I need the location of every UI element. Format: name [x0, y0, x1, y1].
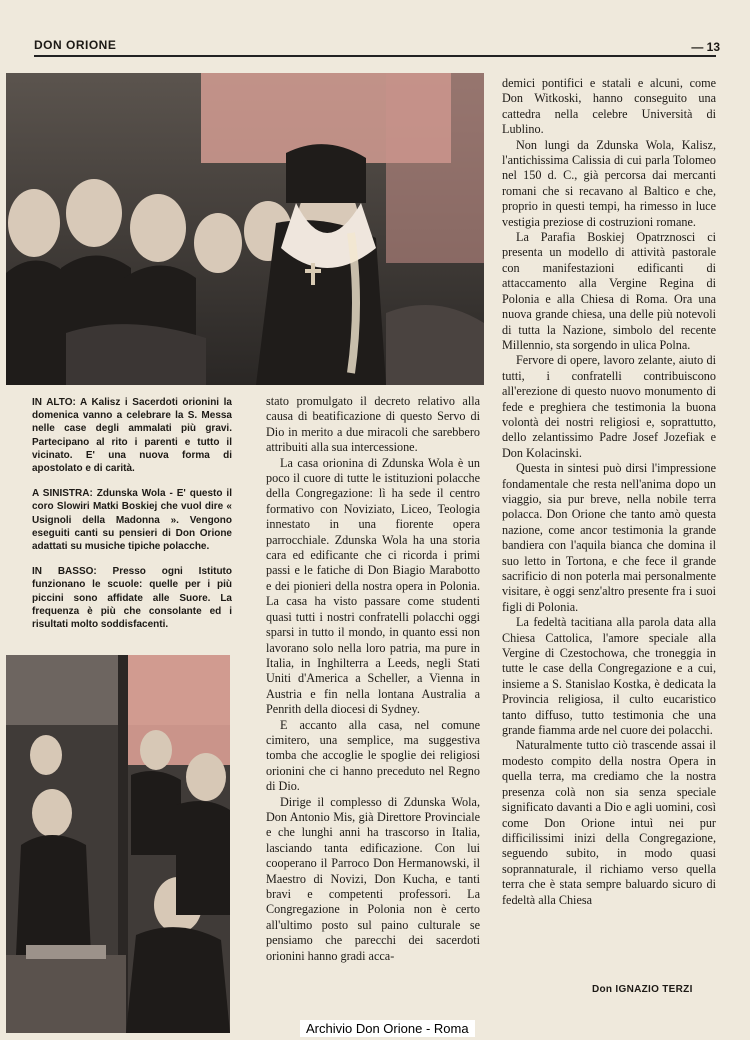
photo-school-children-image [6, 655, 230, 1033]
paragraph: Questa in sintesi può dirsi l'impressione fondamentale che resta nell'anima dopo un viaggio, sia pur breve, nella nobile terra polacca. Don Orione che tanto amò questa nazione, come ancor testimonia la grande bandiera con l'aquila bianca che domina il suo letto in Tortona, e che fece il grande sacrificio di non poterla mai personalmente visitare, è oggi senz'altro presente fra i suoi figli di Polonia. [502, 461, 716, 614]
caption-bottom: IN BASSO: Presso ogni Istituto funzionano le scuole: quelle per i più piccini sono affidate alle Suore. La frequenza è più che consolante ed i risultati molto soddisfacenti. [32, 566, 232, 631]
paragraph: La Parafia Boskiej Opatrznosci ci presenta un modello di attività pastorale con manifestazioni edificanti di attaccamento alla Vergine Regina di Polonia e alla Chiesa di Roma. Ora una nuova grande chiesa, una delle più notevoli di tutta la Nazione, simbolo del recente Millennio, sta sorgendo in ulica Polna. [502, 230, 716, 352]
photo-school-children [6, 655, 230, 1033]
caption-top: IN ALTO: A Kalisz i Sacerdoti orionini la domenica vanno a celebrare la S. Messa nelle case degli ammalati più gravi. Partecipano al rito i parenti e tutto il vicinato. E' una nuova forma di apostolato e di carità. [32, 397, 232, 475]
caption-left: A SINISTRA: Zdunska Wola - E' questo il coro Slowiri Matki Boskiej che vuol dire « Usignoli della Madonna ». Vengono eseguiti canti su pensieri di Don Orione adattati su musiche tipiche polacche. [32, 488, 232, 553]
archive-footer: Archivio Don Orione - Roma [300, 1020, 475, 1037]
photo-mass-in-home [6, 73, 484, 385]
paragraph: La casa orionina di Zdunska Wola è un poco il cuore di tutte le istituzioni polacche della Congregazione: lì ha sede il centro formativo con Noviziato, Liceo, Teologia innestato in una fiorente opera parrocchiale. Zdunska Wola ha una storia cara ed edificante che ci ricorda i primi passi e le fatiche di Don Biagio Marabotto e dei pionieri della nostra opera in Polonia. La casa ha visto passare come studenti quasi tutti i nostri confratelli polacchi oggi sparsi in tutto il mondo, in quanto essi non lavorano solo nella loro patria, ma pure in Italia, in Inghilterra a Leeds, negli Stati Uniti d'America a Scheller, a Vienna in Austria e fin nella lontana Australia a Penrith della diocesi di Sydney. [266, 455, 480, 717]
photo-mass-in-home-image [6, 73, 484, 385]
header-rule [34, 55, 716, 57]
photo-captions [32, 396, 232, 643]
article-column-middle [266, 394, 480, 964]
page-number: — 13 [691, 40, 720, 54]
paragraph: Non lungi da Zdunska Wola, Kalisz, l'antichissima Calissia di cui parla Tolomeo nel 150 d. C., già percorsa dai mercanti romani che si recavano al Baltico e che, proprio in questi tempi, ha rimesso in luce vestigia preziose di costruzioni romane. [502, 137, 716, 229]
paragraph: Fervore di opere, lavoro zelante, aiuto di tutti, i confratelli contribuiscono all'erezione di questo nuovo monumento di fede e preghiera che testimonia la buona volontà dei nostri religiosi e, soprattutto, dello zelantissimo Padre Josef Jozefiak e Don Kolacinski. [502, 353, 716, 460]
article-column-right [502, 76, 716, 908]
paragraph: La fedeltà tacitiana alla parola data alla Chiesa Cattolica, l'amore speciale alla Vergine di Czestochowa, che troneggia in tutte le case della Congregazione e a cui, insieme a S. Stanislao Kostka, è dedicata la Provincia religiosa, il culto eucaristico tanto diffuso, tutto testimonia che una grande fiamma arde nel cuore dei polacchi. [502, 615, 716, 738]
paragraph: Dirige il complesso di Zdunska Wola, Don Antonio Mis, già Direttore Provinciale e che lunghi anni ha trascorso in Italia, lasciando tanta edificazione. Con lui cooperano il Parroco Don Hermanowski, il Maestro di Novizi, Don Kucha, e tanti bravi e competenti professori. La Congregazione in Polonia non è certo all'ultimo posto sul paino culturale se pensiamo che parecchi dei sacerdoti orionini hanno gradi acca- [266, 794, 480, 963]
paragraph: demici pontifici e statali e alcuni, come Don Witkoski, hanno conseguito una cattedra nella celebre Università di Lublino. [502, 76, 716, 137]
running-header: DON ORIONE [34, 38, 117, 52]
paragraph: Naturalmente tutto ciò trascende assai il modesto compito della nostra Opera in quella terra, ma crediamo che la nostra presenza colà non sia senza speciale significato davanti a Dio e agli uomini, così come Don Orione intuì nei pur difficilissimi inizi della Congregazione, seguendo subito, in modo quasi soprannaturale, il richiamo verso quella terra che è stata sempre baluardo sicuro di fedeltà alla Chiesa [502, 738, 716, 907]
paragraph: E accanto alla casa, nel comune cimitero, una semplice, ma suggestiva tomba che accoglie le spoglie dei religiosi orionini che ci hanno preceduto nel Regno di Dio. [266, 717, 480, 794]
author-signature: Don IGNAZIO TERZI [592, 984, 693, 995]
paragraph: stato promulgato il decreto relativo alla causa di beatificazione di questo Servo di Dio in merito a due miracoli che sarebbero attribuiti alla sua intercessione. [266, 394, 480, 455]
